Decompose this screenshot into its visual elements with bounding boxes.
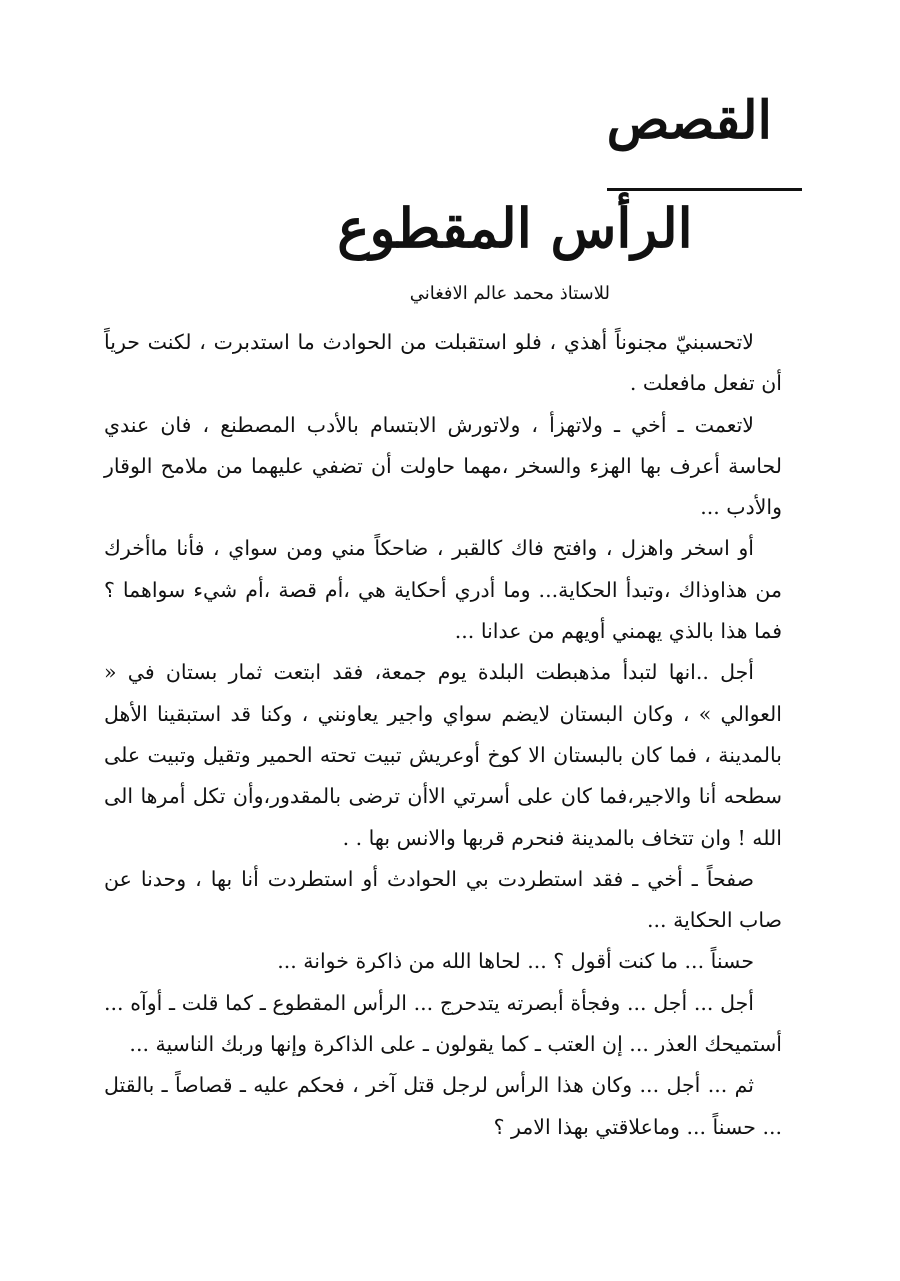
paragraph: لاتحسبنيّ مجنوناً أهذي ، فلو استقبلت من الحوادث ما استدبرت ، لكنت حرياً أن تفعل مافعلت . (104, 330, 782, 396)
paragraph: لاتعمت ـ أخي ـ ولاتهزأ ، ولاتورش الابتسام بالأدب المصطنع ، فان عندي لحاسة أعرف بها الهزء والسخر ،مهما حاولت أن تضفي عليهما من ملامح الوقار والأدب ... (104, 412, 782, 520)
story-title: الرأس المقطوع (337, 196, 693, 260)
paragraph: ثم ... أجل ... وكان هذا الرأس لرجل قتل آخر ، فحكم عليه ـ قصاصاً ـ بالقتل ... حسناً ... وماعلاقتي بهذا الامر ؟ (104, 1073, 782, 1139)
paragraph: أو اسخر واهزل ، وافتح فاك كالقبر ، ضاحكاً مني ومن سواي ، فأنا ماأخرك من هذاوذاك ،وتبدأ الحكاية... وما أدري أحكاية هي ،أم قصة ،أم شيء سواهما ؟فما هذا بالذي يهمني أويهم من عدانا ... (104, 536, 782, 644)
section-label: القصص (606, 90, 772, 151)
paragraph: صفحاً ـ أخي ـ فقد استطردت بي الحوادث أو استطردت أنا بها ، وحدنا عن صاب الحكاية ... (104, 866, 782, 933)
story-body (104, 322, 782, 1148)
paragraph: حسناً ... ما كنت أقول ؟ ... لحاها الله من ذاكرة خوانة ... (277, 949, 754, 974)
section-divider (607, 188, 802, 191)
author-byline: للاستاذ محمد عالم الافغاني (409, 283, 610, 304)
paragraph: أجل ..انها لتبدأ مذهبطت البلدة يوم جمعة، فقد ابتعت ثمار بستان في « العوالي » ، وكان البستان لايضم سواي واجير يعاونني ، وكنا قد استبقينا الأهل بالمدينة ، فما كان بالبستان الا كوخ أوعريش تبيت تحته الحمير وتقيل وتبيت على سطحه أنا والاجير،فما كان على أسرتي الاأن ترضى بالمقدور،وأن تكل أمرها الى الله ! وان تتخاف بالمدينة فنحرم قربها والانس بها . . (104, 660, 782, 850)
paragraph: أجل ... أجل ... وفجأة أبصرته يتدحرج ... الرأس المقطوع ـ كما قلت ـ أوآه ... أستميحك العذر ... إن العتب ـ كما يقولون ـ على الذاكرة وإنها وربك الناسية ... (104, 990, 782, 1057)
